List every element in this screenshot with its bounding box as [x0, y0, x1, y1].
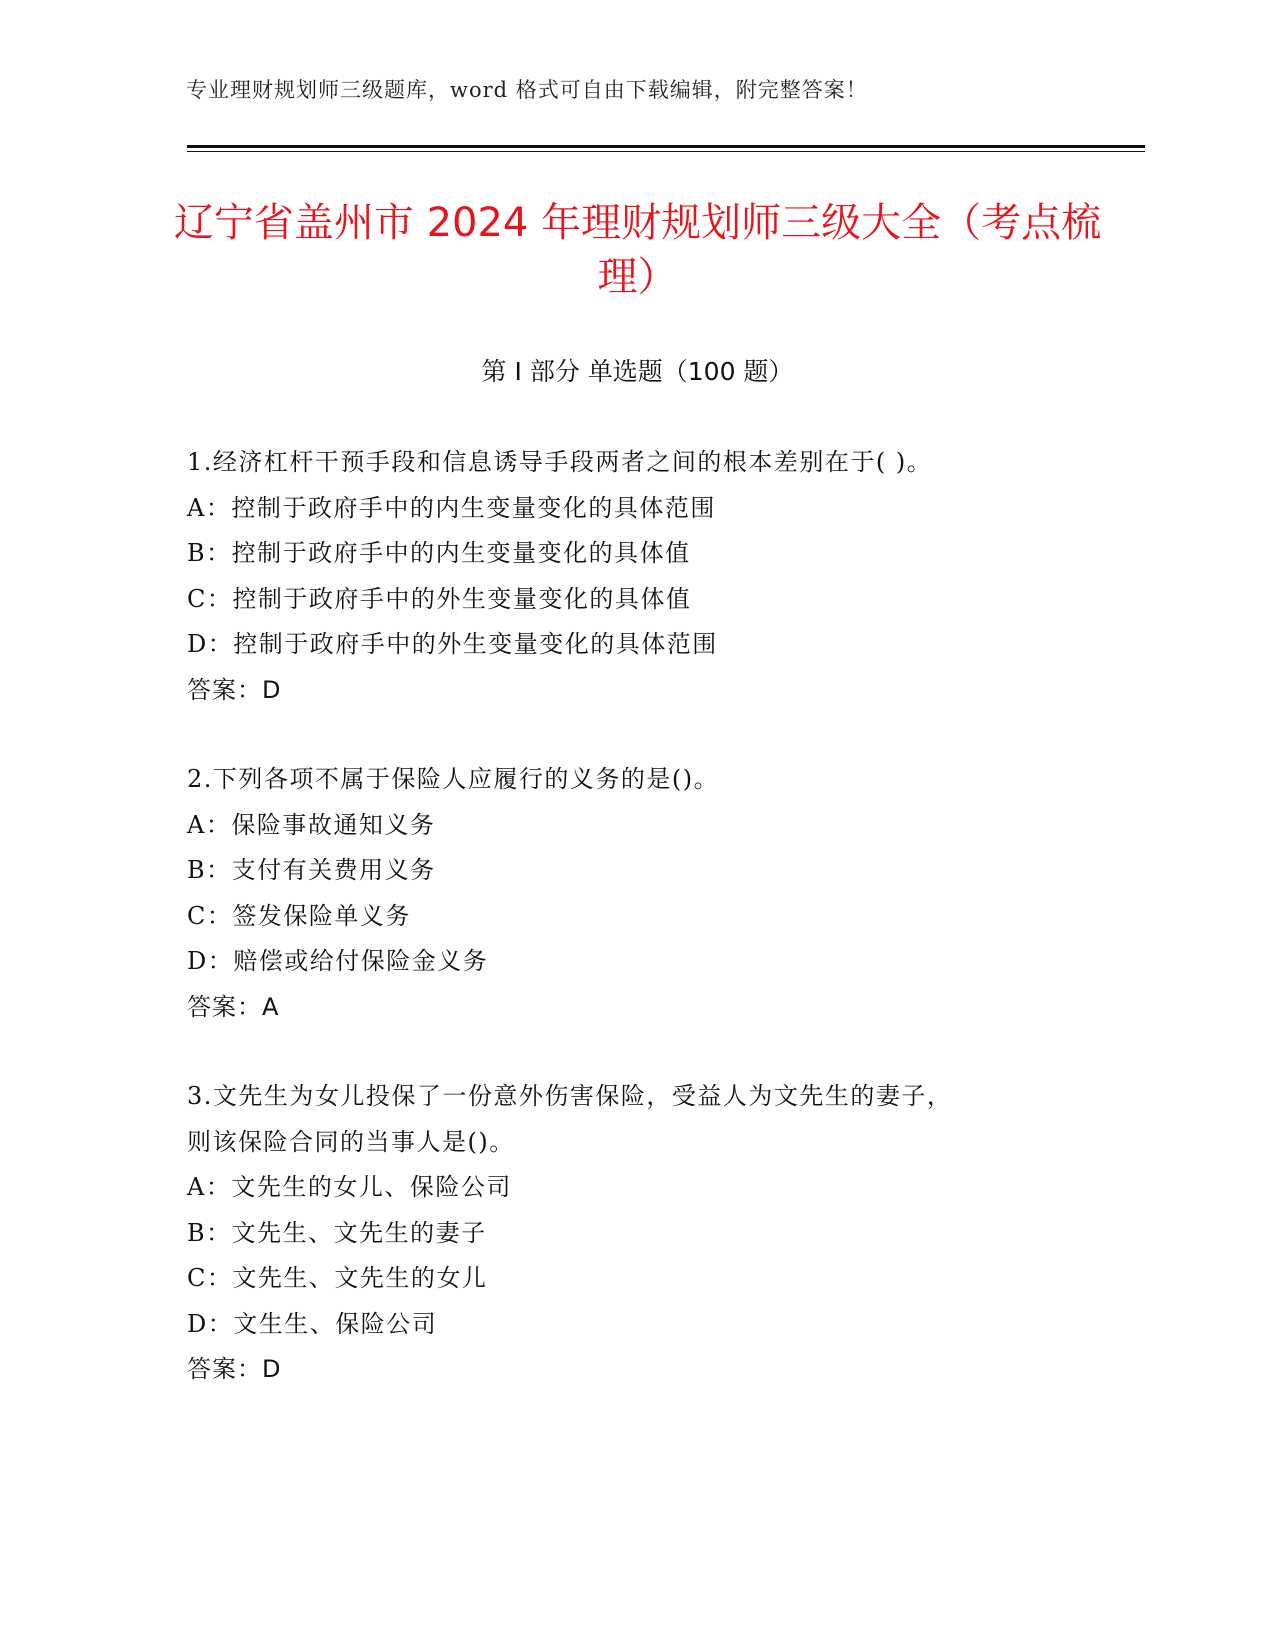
option-b: B：控制于政府手中的内生变量变化的具体值 — [187, 539, 691, 567]
option-a: A：控制于政府手中的内生变量变化的具体范围 — [187, 493, 716, 522]
answer: 答案：D — [187, 675, 282, 704]
question-2 — [187, 757, 1087, 1030]
option-c: C：文先生、文先生的女儿 — [187, 1264, 488, 1292]
option-d: D：赔偿或给付保险金义务 — [187, 947, 489, 975]
question-stem: 1.经济杠杆干预手段和信息诱导手段两者之间的根本差别在于( )。 — [187, 448, 933, 476]
header-rule-thick — [187, 145, 1145, 148]
option-a: A：文先生的女儿、保险公司 — [187, 1173, 512, 1201]
answer: 答案：A — [187, 992, 280, 1021]
option-c: C：控制于政府手中的外生变量变化的具体值 — [187, 584, 692, 613]
header-rule-thin — [187, 151, 1145, 152]
option-c: C：签发保险单义务 — [187, 901, 411, 930]
option-b: B：文先生、文先生的妻子 — [187, 1218, 487, 1247]
header-note: 专业理财规划师三级题库，word 格式可自由下载编辑，附完整答案！ — [186, 78, 868, 102]
option-b: B：支付有关费用义务 — [187, 856, 436, 884]
answer: 答案：D — [187, 1355, 282, 1383]
document-title: 辽宁省盖州市 2024 年理财规划师三级大全（考点梳理） — [173, 200, 1102, 300]
question-stem: 2.下列各项不属于保险人应履行的义务的是()。 — [187, 765, 720, 793]
section-title: 第 I 部分 单选题（100 题） — [481, 357, 794, 386]
option-d: D：文生生、保险公司 — [187, 1309, 438, 1338]
option-a: A：保险事故通知义务 — [187, 810, 436, 839]
question-3 — [187, 1074, 1087, 1393]
option-d: D：控制于政府手中的外生变量变化的具体范围 — [187, 630, 718, 658]
question-stem-line-1: 3.文先生为女儿投保了一份意外伤害保险，受益人为文先生的妻子， — [187, 1082, 953, 1110]
question-1 — [187, 440, 1087, 713]
question-stem-line-2: 则该保险合同的当事人是()。 — [187, 1127, 515, 1156]
